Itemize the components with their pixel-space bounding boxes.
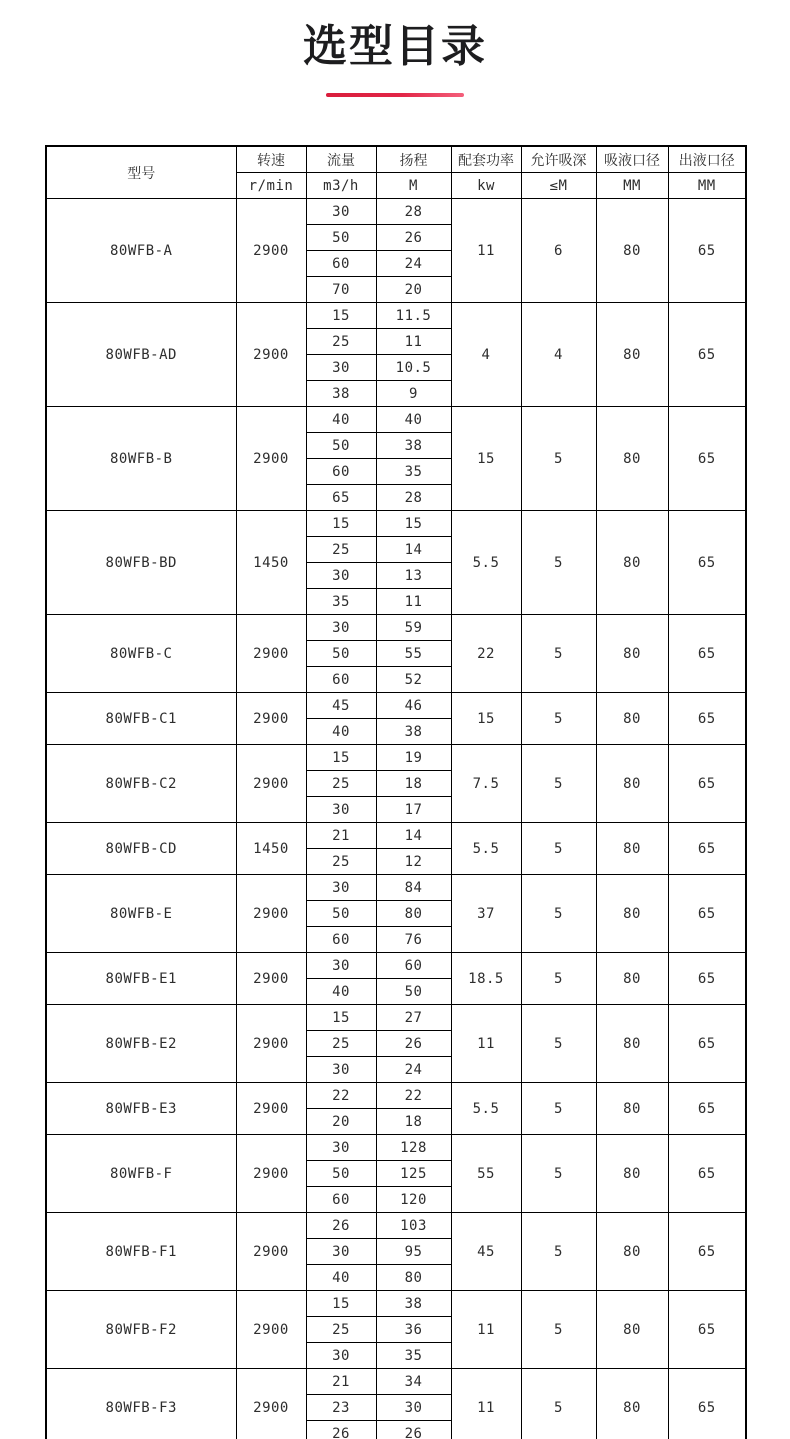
head-cell: 60 — [376, 953, 451, 979]
table-row — [46, 1135, 746, 1161]
flow-cell: 60 — [306, 1187, 376, 1213]
flow-cell: 15 — [306, 511, 376, 537]
power-cell: 4 — [451, 303, 521, 407]
head-cell: 12 — [376, 849, 451, 875]
inlet-cell: 80 — [596, 823, 668, 875]
header-col-unit: kw — [451, 173, 521, 199]
inlet-cell: 80 — [596, 1135, 668, 1213]
header-col-name: 配套功率 — [451, 146, 521, 173]
model-cell: 80WFB-B — [46, 407, 236, 511]
flow-cell: 70 — [306, 277, 376, 303]
flow-cell: 50 — [306, 641, 376, 667]
flow-cell: 40 — [306, 1265, 376, 1291]
speed-cell: 2900 — [236, 1213, 306, 1291]
table-row — [46, 1369, 746, 1395]
suction-cell: 5 — [521, 875, 596, 953]
flow-cell: 30 — [306, 875, 376, 901]
outlet-cell: 65 — [668, 1135, 746, 1213]
suction-cell: 5 — [521, 1291, 596, 1369]
suction-cell: 5 — [521, 693, 596, 745]
flow-cell: 30 — [306, 615, 376, 641]
outlet-cell: 65 — [668, 407, 746, 511]
header-col-name: 转速 — [236, 146, 306, 173]
header-col-unit: MM — [596, 173, 668, 199]
table-row — [46, 1291, 746, 1317]
header-col-unit: m3/h — [306, 173, 376, 199]
inlet-cell: 80 — [596, 953, 668, 1005]
power-cell: 15 — [451, 407, 521, 511]
head-cell: 10.5 — [376, 355, 451, 381]
power-cell: 5.5 — [451, 511, 521, 615]
head-cell: 11.5 — [376, 303, 451, 329]
head-cell: 9 — [376, 381, 451, 407]
flow-cell: 60 — [306, 927, 376, 953]
flow-cell: 35 — [306, 589, 376, 615]
suction-cell: 5 — [521, 407, 596, 511]
flow-cell: 25 — [306, 771, 376, 797]
flow-cell: 30 — [306, 1343, 376, 1369]
head-cell: 28 — [376, 485, 451, 511]
head-cell: 26 — [376, 1031, 451, 1057]
flow-cell: 50 — [306, 225, 376, 251]
model-cell: 80WFB-CD — [46, 823, 236, 875]
power-cell: 11 — [451, 1005, 521, 1083]
speed-cell: 2900 — [236, 199, 306, 303]
head-cell: 103 — [376, 1213, 451, 1239]
head-cell: 35 — [376, 459, 451, 485]
header-col-name: 吸液口径 — [596, 146, 668, 173]
outlet-cell: 65 — [668, 615, 746, 693]
header-col-name: 流量 — [306, 146, 376, 173]
model-cell: 80WFB-A — [46, 199, 236, 303]
head-cell: 20 — [376, 277, 451, 303]
flow-cell: 15 — [306, 1291, 376, 1317]
flow-cell: 30 — [306, 797, 376, 823]
speed-cell: 2900 — [236, 745, 306, 823]
speed-cell: 2900 — [236, 1083, 306, 1135]
power-cell: 45 — [451, 1213, 521, 1291]
inlet-cell: 80 — [596, 199, 668, 303]
table-row — [46, 199, 746, 225]
table-body — [46, 199, 746, 1439]
suction-cell: 5 — [521, 1369, 596, 1439]
model-cell: 80WFB-BD — [46, 511, 236, 615]
head-cell: 15 — [376, 511, 451, 537]
head-cell: 11 — [376, 329, 451, 355]
table-header — [46, 146, 746, 199]
power-cell: 11 — [451, 1291, 521, 1369]
outlet-cell: 65 — [668, 693, 746, 745]
flow-cell: 23 — [306, 1395, 376, 1421]
outlet-cell: 65 — [668, 1083, 746, 1135]
inlet-cell: 80 — [596, 1291, 668, 1369]
head-cell: 55 — [376, 641, 451, 667]
flow-cell: 40 — [306, 979, 376, 1005]
outlet-cell: 65 — [668, 745, 746, 823]
speed-cell: 2900 — [236, 953, 306, 1005]
head-cell: 38 — [376, 433, 451, 459]
power-cell: 5.5 — [451, 823, 521, 875]
head-cell: 24 — [376, 251, 451, 277]
outlet-cell: 65 — [668, 511, 746, 615]
head-cell: 14 — [376, 823, 451, 849]
inlet-cell: 80 — [596, 511, 668, 615]
flow-cell: 15 — [306, 745, 376, 771]
header-col-name: 扬程 — [376, 146, 451, 173]
head-cell: 46 — [376, 693, 451, 719]
inlet-cell: 80 — [596, 1005, 668, 1083]
speed-cell: 2900 — [236, 1005, 306, 1083]
model-cell: 80WFB-E3 — [46, 1083, 236, 1135]
outlet-cell: 65 — [668, 1213, 746, 1291]
flow-cell: 26 — [306, 1421, 376, 1439]
head-cell: 24 — [376, 1057, 451, 1083]
head-cell: 125 — [376, 1161, 451, 1187]
outlet-cell: 65 — [668, 1291, 746, 1369]
model-cell: 80WFB-F3 — [46, 1369, 236, 1439]
head-cell: 18 — [376, 1109, 451, 1135]
table-row — [46, 693, 746, 719]
model-cell: 80WFB-AD — [46, 303, 236, 407]
head-cell: 26 — [376, 1421, 451, 1439]
suction-cell: 5 — [521, 511, 596, 615]
head-cell: 84 — [376, 875, 451, 901]
head-cell: 76 — [376, 927, 451, 953]
head-cell: 50 — [376, 979, 451, 1005]
flow-cell: 15 — [306, 303, 376, 329]
power-cell: 11 — [451, 199, 521, 303]
flow-cell: 30 — [306, 1239, 376, 1265]
head-cell: 52 — [376, 667, 451, 693]
flow-cell: 50 — [306, 1161, 376, 1187]
flow-cell: 60 — [306, 667, 376, 693]
head-cell: 27 — [376, 1005, 451, 1031]
outlet-cell: 65 — [668, 875, 746, 953]
speed-cell: 2900 — [236, 1369, 306, 1439]
model-cell: 80WFB-E2 — [46, 1005, 236, 1083]
inlet-cell: 80 — [596, 1369, 668, 1439]
table-row — [46, 511, 746, 537]
model-cell: 80WFB-C1 — [46, 693, 236, 745]
flow-cell: 21 — [306, 1369, 376, 1395]
head-cell: 95 — [376, 1239, 451, 1265]
suction-cell: 5 — [521, 1083, 596, 1135]
speed-cell: 2900 — [236, 407, 306, 511]
model-cell: 80WFB-E1 — [46, 953, 236, 1005]
flow-cell: 30 — [306, 563, 376, 589]
suction-cell: 5 — [521, 1135, 596, 1213]
head-cell: 34 — [376, 1369, 451, 1395]
table-row — [46, 303, 746, 329]
flow-cell: 40 — [306, 407, 376, 433]
head-cell: 13 — [376, 563, 451, 589]
flow-cell: 25 — [306, 537, 376, 563]
title-underline — [326, 93, 464, 97]
table-row — [46, 745, 746, 771]
flow-cell: 38 — [306, 381, 376, 407]
outlet-cell: 65 — [668, 1369, 746, 1439]
power-cell: 22 — [451, 615, 521, 693]
flow-cell: 65 — [306, 485, 376, 511]
outlet-cell: 65 — [668, 303, 746, 407]
speed-cell: 2900 — [236, 615, 306, 693]
flow-cell: 30 — [306, 355, 376, 381]
speed-cell: 2900 — [236, 303, 306, 407]
flow-cell: 20 — [306, 1109, 376, 1135]
table-row — [46, 1083, 746, 1109]
header-col-name: 出液口径 — [668, 146, 746, 173]
head-cell: 40 — [376, 407, 451, 433]
inlet-cell: 80 — [596, 615, 668, 693]
model-cell: 80WFB-F1 — [46, 1213, 236, 1291]
model-cell: 80WFB-C — [46, 615, 236, 693]
flow-cell: 30 — [306, 199, 376, 225]
head-cell: 80 — [376, 901, 451, 927]
table-row — [46, 407, 746, 433]
flow-cell: 50 — [306, 901, 376, 927]
outlet-cell: 65 — [668, 1005, 746, 1083]
suction-cell: 5 — [521, 745, 596, 823]
head-cell: 28 — [376, 199, 451, 225]
flow-cell: 30 — [306, 1057, 376, 1083]
flow-cell: 40 — [306, 719, 376, 745]
flow-cell: 50 — [306, 433, 376, 459]
head-cell: 35 — [376, 1343, 451, 1369]
flow-cell: 26 — [306, 1213, 376, 1239]
head-cell: 38 — [376, 1291, 451, 1317]
header-model: 型号 — [46, 146, 236, 199]
speed-cell: 2900 — [236, 1291, 306, 1369]
power-cell: 15 — [451, 693, 521, 745]
suction-cell: 5 — [521, 615, 596, 693]
model-cell: 80WFB-C2 — [46, 745, 236, 823]
model-cell: 80WFB-E — [46, 875, 236, 953]
inlet-cell: 80 — [596, 407, 668, 511]
flow-cell: 25 — [306, 329, 376, 355]
head-cell: 26 — [376, 225, 451, 251]
head-cell: 11 — [376, 589, 451, 615]
header-row-names — [46, 146, 746, 173]
power-cell: 11 — [451, 1369, 521, 1439]
outlet-cell: 65 — [668, 823, 746, 875]
flow-cell: 25 — [306, 1031, 376, 1057]
table-row — [46, 823, 746, 849]
head-cell: 14 — [376, 537, 451, 563]
head-cell: 36 — [376, 1317, 451, 1343]
speed-cell: 2900 — [236, 693, 306, 745]
flow-cell: 15 — [306, 1005, 376, 1031]
head-cell: 59 — [376, 615, 451, 641]
page-title: 选型目录 — [303, 21, 487, 72]
outlet-cell: 65 — [668, 199, 746, 303]
suction-cell: 5 — [521, 953, 596, 1005]
model-cell: 80WFB-F — [46, 1135, 236, 1213]
inlet-cell: 80 — [596, 875, 668, 953]
header-col-unit: MM — [668, 173, 746, 199]
head-cell: 18 — [376, 771, 451, 797]
selection-table — [45, 145, 747, 1439]
inlet-cell: 80 — [596, 745, 668, 823]
suction-cell: 6 — [521, 199, 596, 303]
speed-cell: 1450 — [236, 511, 306, 615]
header-col-unit: M — [376, 173, 451, 199]
head-cell: 120 — [376, 1187, 451, 1213]
inlet-cell: 80 — [596, 1083, 668, 1135]
power-cell: 37 — [451, 875, 521, 953]
speed-cell: 2900 — [236, 1135, 306, 1213]
header-col-unit: ≤M — [521, 173, 596, 199]
flow-cell: 25 — [306, 849, 376, 875]
flow-cell: 25 — [306, 1317, 376, 1343]
header-col-unit: r/min — [236, 173, 306, 199]
suction-cell: 5 — [521, 1213, 596, 1291]
header-col-name: 允许吸深 — [521, 146, 596, 173]
head-cell: 17 — [376, 797, 451, 823]
flow-cell: 30 — [306, 1135, 376, 1161]
suction-cell: 5 — [521, 1005, 596, 1083]
suction-cell: 5 — [521, 823, 596, 875]
suction-cell: 4 — [521, 303, 596, 407]
power-cell: 5.5 — [451, 1083, 521, 1135]
power-cell: 55 — [451, 1135, 521, 1213]
table-row — [46, 875, 746, 901]
table-row — [46, 953, 746, 979]
inlet-cell: 80 — [596, 303, 668, 407]
flow-cell: 60 — [306, 459, 376, 485]
table-row — [46, 615, 746, 641]
head-cell: 128 — [376, 1135, 451, 1161]
head-cell: 22 — [376, 1083, 451, 1109]
table-row — [46, 1213, 746, 1239]
outlet-cell: 65 — [668, 953, 746, 1005]
power-cell: 18.5 — [451, 953, 521, 1005]
speed-cell: 2900 — [236, 875, 306, 953]
flow-cell: 60 — [306, 251, 376, 277]
power-cell: 7.5 — [451, 745, 521, 823]
speed-cell: 1450 — [236, 823, 306, 875]
inlet-cell: 80 — [596, 693, 668, 745]
flow-cell: 30 — [306, 953, 376, 979]
flow-cell: 45 — [306, 693, 376, 719]
head-cell: 38 — [376, 719, 451, 745]
inlet-cell: 80 — [596, 1213, 668, 1291]
flow-cell: 22 — [306, 1083, 376, 1109]
table-row — [46, 1005, 746, 1031]
flow-cell: 21 — [306, 823, 376, 849]
head-cell: 30 — [376, 1395, 451, 1421]
head-cell: 19 — [376, 745, 451, 771]
model-cell: 80WFB-F2 — [46, 1291, 236, 1369]
head-cell: 80 — [376, 1265, 451, 1291]
